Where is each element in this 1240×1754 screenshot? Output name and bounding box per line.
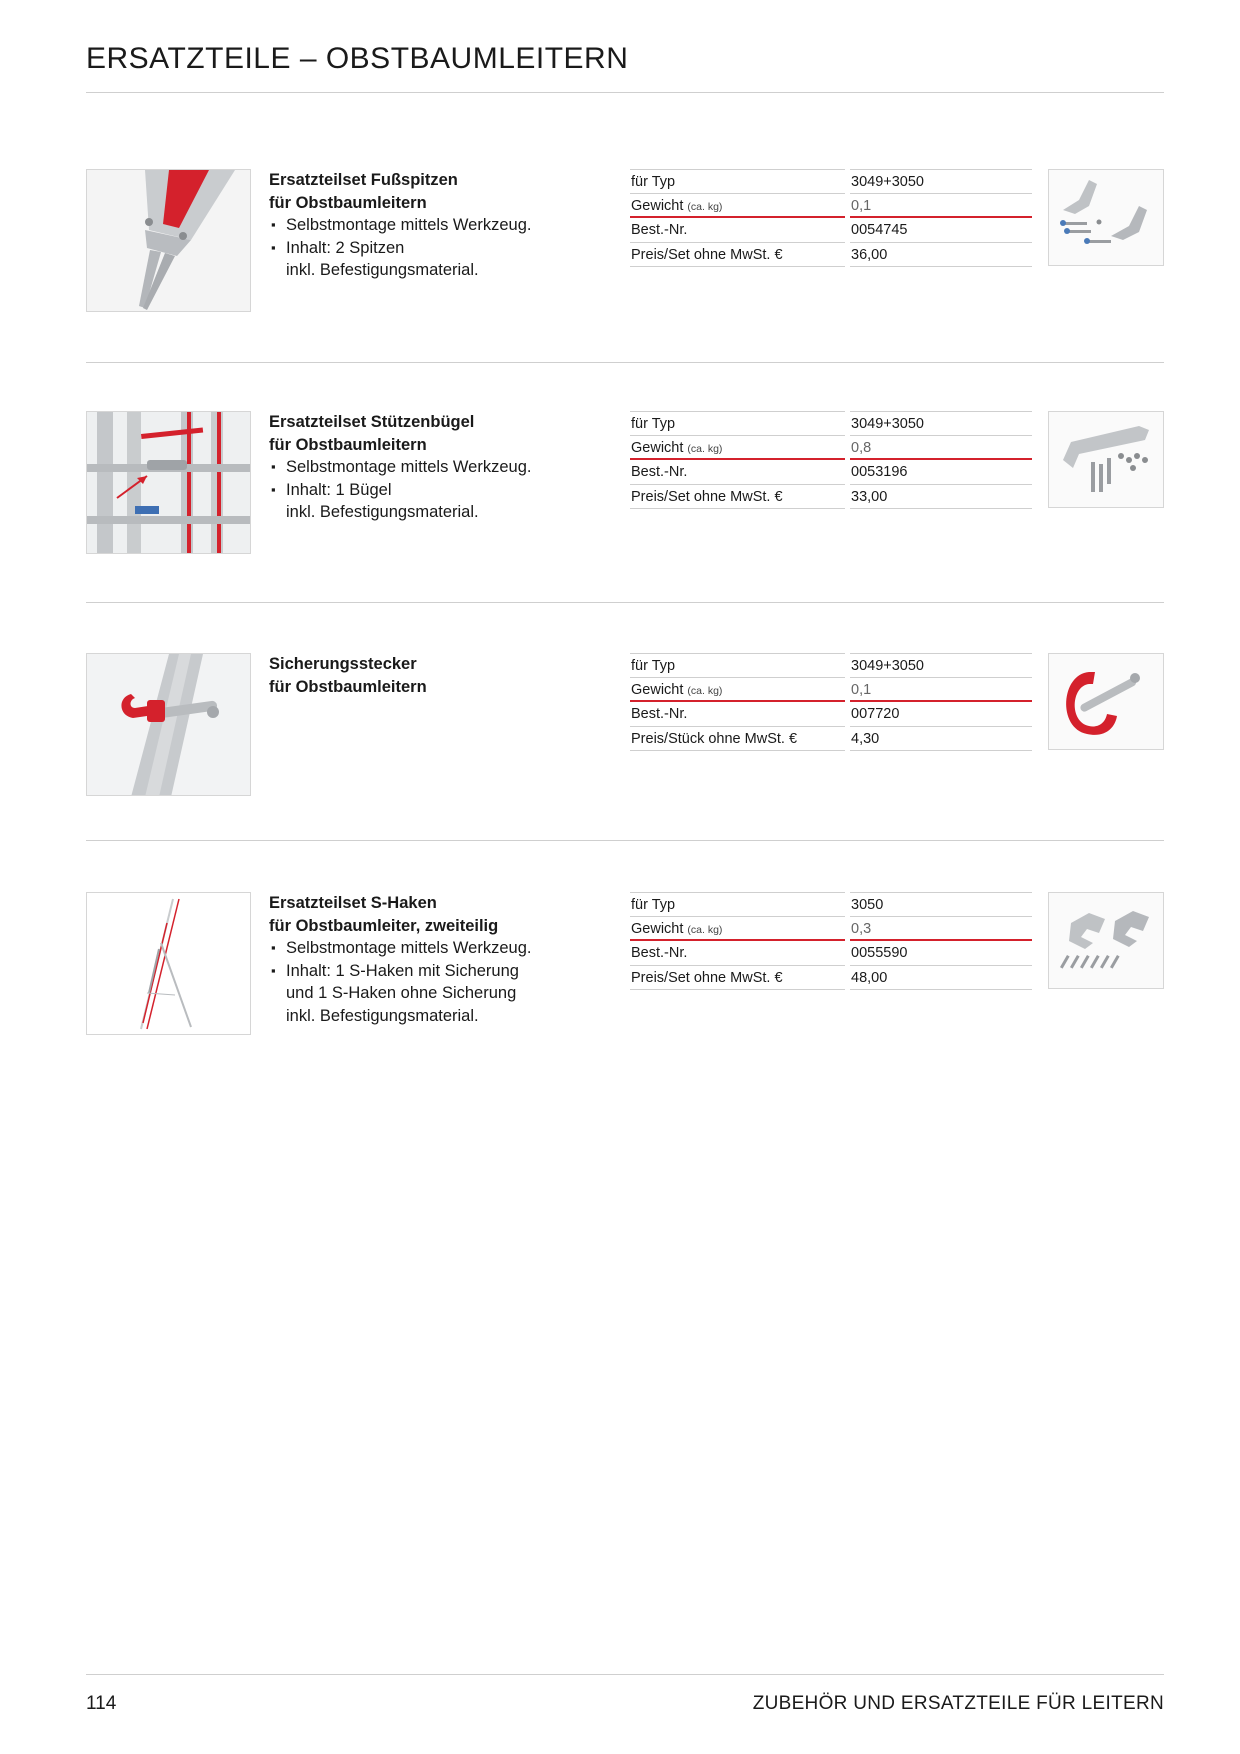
spec-table xyxy=(630,653,1032,751)
spec-row-weight xyxy=(630,436,1032,461)
product-name-line2: für Obstbaumleitern xyxy=(269,193,427,212)
product-photo-stuetzenbuegel xyxy=(86,411,251,554)
feature-item: ▪ Selbstmontage mittels Werkzeug. xyxy=(269,456,589,479)
product-description xyxy=(269,411,589,524)
product-description xyxy=(269,653,589,698)
feature-item: ▪ Inhalt: 2 Spitzen xyxy=(269,237,589,260)
spec-value: 36,00 xyxy=(850,243,1032,268)
spec-row-price xyxy=(630,727,1032,752)
spec-value: 33,00 xyxy=(850,485,1032,510)
section-divider xyxy=(86,840,1164,841)
spec-label: Preis/Set ohne MwSt. € xyxy=(630,243,845,268)
spec-label: Preis/Set ohne MwSt. € xyxy=(630,966,845,991)
spec-row-price xyxy=(630,966,1032,991)
spec-row-weight xyxy=(630,678,1032,703)
product-name-line1: Ersatzteilset S-Haken xyxy=(269,894,437,912)
weight-label-text: Gewicht xyxy=(631,439,684,456)
spec-value: 0,8 xyxy=(850,436,1032,461)
footer-divider xyxy=(86,1674,1164,1675)
feature-item-continued xyxy=(269,259,589,282)
feature-item: ▪ Inhalt: 1 Bügel xyxy=(269,479,589,502)
weight-label-text: Gewicht xyxy=(631,197,684,214)
spec-label: Best.-Nr. xyxy=(630,702,845,727)
parts-thumbnail-stuetzenbuegel xyxy=(1048,411,1164,508)
feature-item: ▪ Selbstmontage mittels Werkzeug. xyxy=(269,937,589,960)
spec-label: Best.-Nr. xyxy=(630,218,845,243)
parts-thumbnail-fussspitzen xyxy=(1048,169,1164,266)
spec-table xyxy=(630,411,1032,509)
parts-thumbnail-s-haken xyxy=(1048,892,1164,989)
feature-item-continued xyxy=(269,1005,589,1028)
feature-item-continued xyxy=(269,982,589,1005)
section-divider xyxy=(86,362,1164,363)
spec-value: 3050 xyxy=(850,892,1032,917)
weight-label-text: Gewicht xyxy=(631,920,684,937)
spec-label: für Typ xyxy=(630,169,845,194)
feature-list xyxy=(269,214,589,282)
header-divider xyxy=(86,92,1164,93)
feature-list xyxy=(269,456,589,524)
spec-value: 3049+3050 xyxy=(850,411,1032,436)
product-name-line2: für Obstbaumleitern xyxy=(269,677,427,696)
spec-label xyxy=(630,678,845,703)
feature-continuation-text: inkl. Befestigungsmaterial. xyxy=(286,503,479,521)
product-name-line1: Ersatzteilset Stützenbügel xyxy=(269,413,475,431)
page-number: 114 xyxy=(86,1693,117,1714)
spec-value: 007720 xyxy=(850,702,1032,727)
product-photo-fussspitzen xyxy=(86,169,251,312)
spec-label xyxy=(630,917,845,942)
spec-row-type xyxy=(630,169,1032,194)
product-photo-s-haken xyxy=(86,892,251,1035)
spec-value: 0,1 xyxy=(850,194,1032,219)
spec-label: Preis/Set ohne MwSt. € xyxy=(630,485,845,510)
weight-unit: (ca. kg) xyxy=(687,200,723,213)
spec-value: 0054745 xyxy=(850,218,1032,243)
product-fussspitzen xyxy=(86,169,1164,319)
spec-label: für Typ xyxy=(630,653,845,678)
product-photo-sicherungsstecker xyxy=(86,653,251,796)
product-name-line1: Sicherungsstecker xyxy=(269,655,417,673)
spec-row-price xyxy=(630,485,1032,510)
weight-unit: (ca. kg) xyxy=(687,923,723,936)
feature-continuation-text: und 1 S-Haken ohne Sicherung xyxy=(286,984,517,1002)
product-description xyxy=(269,169,589,282)
spec-row-type xyxy=(630,411,1032,436)
feature-continuation-text: inkl. Befestigungsmaterial. xyxy=(286,261,479,279)
spec-row-type xyxy=(630,653,1032,678)
feature-item: ▪ Inhalt: 1 S-Haken mit Sicherung xyxy=(269,960,589,983)
spec-value: 0,1 xyxy=(850,678,1032,703)
spec-row-order-number xyxy=(630,702,1032,727)
spec-label: für Typ xyxy=(630,411,845,436)
spec-value: 0,3 xyxy=(850,917,1032,942)
weight-unit: (ca. kg) xyxy=(687,442,723,455)
parts-thumbnail-sicherungsstecker xyxy=(1048,653,1164,750)
spec-row-price xyxy=(630,243,1032,268)
product-stuetzenbuegel xyxy=(86,411,1164,561)
product-name-line1: Ersatzteilset Fußspitzen xyxy=(269,171,458,189)
spec-label: Best.-Nr. xyxy=(630,460,845,485)
product-description xyxy=(269,892,589,1027)
spec-label: Best.-Nr. xyxy=(630,941,845,966)
spec-value: 0055590 xyxy=(850,941,1032,966)
product-s-haken xyxy=(86,892,1164,1042)
spec-row-weight xyxy=(630,917,1032,942)
spec-label: für Typ xyxy=(630,892,845,917)
spec-label: Preis/Stück ohne MwSt. € xyxy=(630,727,845,752)
spec-row-order-number xyxy=(630,218,1032,243)
spec-value: 48,00 xyxy=(850,966,1032,991)
weight-label-text: Gewicht xyxy=(631,681,684,698)
product-name-line2: für Obstbaumleitern xyxy=(269,435,427,454)
feature-item: ▪ Selbstmontage mittels Werkzeug. xyxy=(269,214,589,237)
spec-value: 4,30 xyxy=(850,727,1032,752)
feature-list xyxy=(269,937,589,1027)
section-divider xyxy=(86,602,1164,603)
product-name-line2: für Obstbaumleiter, zweiteilig xyxy=(269,916,499,935)
spec-label xyxy=(630,194,845,219)
spec-table xyxy=(630,892,1032,990)
spec-table xyxy=(630,169,1032,267)
weight-unit: (ca. kg) xyxy=(687,684,723,697)
product-sicherungsstecker xyxy=(86,653,1164,803)
spec-row-weight xyxy=(630,194,1032,219)
spec-row-order-number xyxy=(630,941,1032,966)
spec-value: 3049+3050 xyxy=(850,653,1032,678)
feature-continuation-text: inkl. Befestigungsmaterial. xyxy=(286,1006,479,1025)
spec-row-order-number xyxy=(630,460,1032,485)
footer-title: ZUBEHÖR UND ERSATZTEILE FÜR LEITERN xyxy=(752,1693,1164,1714)
spec-value: 3049+3050 xyxy=(850,169,1032,194)
feature-item-continued xyxy=(269,501,589,524)
page-title: ERSATZTEILE – OBSTBAUMLEITERN xyxy=(86,42,629,75)
spec-value: 0053196 xyxy=(850,460,1032,485)
spec-row-type xyxy=(630,892,1032,917)
spec-label xyxy=(630,436,845,461)
